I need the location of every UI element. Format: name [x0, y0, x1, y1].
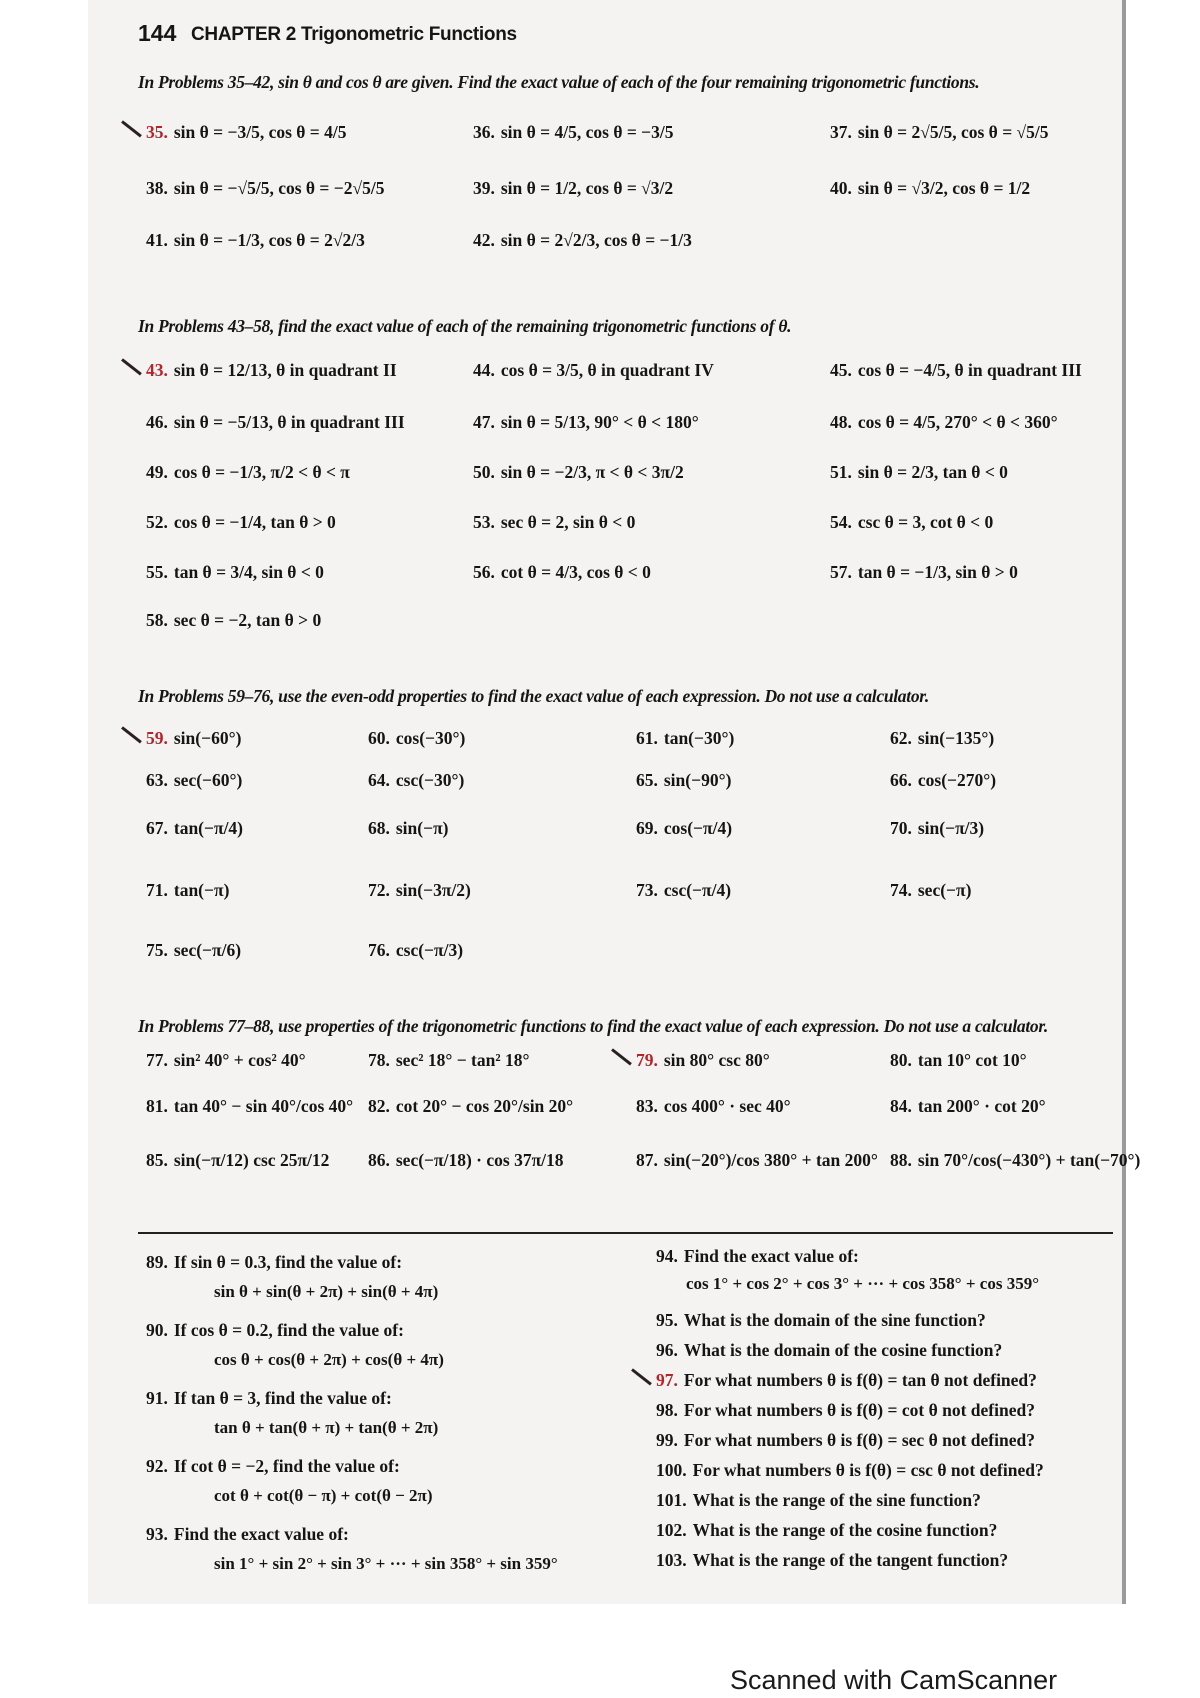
- problem-number: 37.: [830, 122, 852, 142]
- problem-item: [656, 1400, 1035, 1421]
- problem-text: sin θ = 2√5/5, cos θ = √5/5: [857, 122, 1049, 142]
- problem-text: cos(−30°): [395, 728, 466, 748]
- problem-number: 98.: [656, 1400, 678, 1420]
- problem-text: sin(−π/12) csc 25π/12: [173, 1150, 330, 1170]
- problem-item: [146, 360, 397, 381]
- problem-number: 99.: [656, 1430, 678, 1450]
- page-edge: [1122, 0, 1126, 1604]
- problem-text: sec θ = 2, sin θ < 0: [500, 512, 636, 532]
- problem-number: 94.: [656, 1246, 678, 1266]
- problem-expression: cos θ + cos(θ + 2π) + cos(θ + 4π): [214, 1350, 444, 1369]
- problem-item: [473, 178, 673, 199]
- problem-number: 50.: [473, 462, 495, 482]
- problem-number: 67.: [146, 818, 168, 838]
- problem-text: If cos θ = 0.2, find the value of:: [173, 1320, 404, 1340]
- problem-text: cos θ = 4/5, 270° < θ < 360°: [857, 412, 1058, 432]
- problem-item: [830, 178, 1030, 199]
- problem-expression: tan θ + tan(θ + π) + tan(θ + 2π): [214, 1418, 439, 1437]
- problem-text: For what numbers θ is f(θ) = sec θ not defined?: [683, 1430, 1035, 1450]
- problem-text: sec(−π/6): [173, 940, 242, 960]
- problem-item: [473, 512, 635, 533]
- problem-item: [830, 360, 1082, 381]
- problem-item: [473, 412, 699, 433]
- problem-number: 101.: [656, 1490, 687, 1510]
- problem-item: [656, 1310, 986, 1331]
- problem-item: [636, 770, 731, 791]
- problem-text: csc(−π/4): [663, 880, 732, 900]
- problem-text: sin θ = −5/13, θ in quadrant III: [173, 412, 405, 432]
- problem-item: [890, 728, 994, 749]
- problem-text: sin θ = 1/2, cos θ = √3/2: [500, 178, 674, 198]
- problem-number: 100.: [656, 1460, 687, 1480]
- problem-number: 39.: [473, 178, 495, 198]
- problem-text: sec² 18° − tan² 18°: [395, 1050, 530, 1070]
- chapter-title: CHAPTER 2 Trigonometric Functions: [191, 24, 517, 45]
- problem-item: [656, 1490, 981, 1511]
- problem-text: If sin θ = 0.3, find the value of:: [173, 1252, 403, 1272]
- problem-text: Find the exact value of:: [683, 1246, 859, 1266]
- problem-text: sin(−60°): [173, 728, 242, 748]
- problem-text: What is the range of the cosine function?: [692, 1520, 998, 1540]
- problem-item: [656, 1246, 859, 1267]
- problem-number: 91.: [146, 1388, 168, 1408]
- problem-number: 62.: [890, 728, 912, 748]
- problem-number: 61.: [636, 728, 658, 748]
- problem-text: sin(−π): [395, 818, 449, 838]
- problem-text: For what numbers θ is f(θ) = tan θ not defined?: [683, 1370, 1037, 1390]
- problem-item: [830, 462, 1008, 483]
- problem-number: 102.: [656, 1520, 687, 1540]
- problem-item: [656, 1520, 997, 1541]
- problem-text: csc θ = 3, cot θ < 0: [857, 512, 994, 532]
- problem-text: cos θ = 3/5, θ in quadrant IV: [500, 360, 714, 380]
- problem-text: sin θ = −3/5, cos θ = 4/5: [173, 122, 347, 142]
- problem-item: [473, 230, 692, 251]
- problem-number: 93.: [146, 1524, 168, 1544]
- problem-number: 63.: [146, 770, 168, 790]
- problem-item: [656, 1550, 1008, 1571]
- problem-number: 86.: [368, 1150, 390, 1170]
- problem-text: What is the range of the tangent function?: [692, 1550, 1009, 1570]
- problem-item: [146, 462, 350, 483]
- problem-text: sin θ = 5/13, 90° < θ < 180°: [500, 412, 699, 432]
- problem-number: 41.: [146, 230, 168, 250]
- problem-number: 40.: [830, 178, 852, 198]
- problem-text: tan(−π): [173, 880, 230, 900]
- problem-number: 76.: [368, 940, 390, 960]
- problem-item: [368, 728, 465, 749]
- problem-item: [146, 1456, 400, 1477]
- problem-number: 83.: [636, 1096, 658, 1116]
- problem-item: [146, 512, 336, 533]
- problem-item: [368, 1096, 573, 1117]
- problem-text: sin θ = −√5/5, cos θ = −2√5/5: [173, 178, 385, 198]
- problem-number: 42.: [473, 230, 495, 250]
- problem-number: 38.: [146, 178, 168, 198]
- problem-item: [890, 1096, 1046, 1117]
- problem-text: sec(−60°): [173, 770, 243, 790]
- problem-number: 43.: [146, 360, 168, 380]
- problem-expression: sin θ + sin(θ + 2π) + sin(θ + 4π): [214, 1282, 439, 1301]
- problem-item: [890, 818, 984, 839]
- problem-number: 55.: [146, 562, 168, 582]
- section-instruction: In Problems 35–42, sin θ and cos θ are given. Find the exact value of each of the four remaining trigonometric functions.: [138, 72, 980, 92]
- problem-text: sin θ = 12/13, θ in quadrant II: [173, 360, 397, 380]
- problem-text: For what numbers θ is f(θ) = csc θ not defined?: [692, 1460, 1044, 1480]
- problem-text: cos θ = −1/3, π/2 < θ < π: [173, 462, 350, 482]
- problem-text: sin θ = −2/3, π < θ < 3π/2: [500, 462, 684, 482]
- problem-number: 71.: [146, 880, 168, 900]
- page-number: 144: [138, 20, 177, 46]
- problem-item: [146, 610, 321, 631]
- problem-text: If cot θ = −2, find the value of:: [173, 1456, 400, 1476]
- problem-number: 74.: [890, 880, 912, 900]
- problem-text: sin(−135°): [917, 728, 995, 748]
- problem-number: 78.: [368, 1050, 390, 1070]
- problem-number: 70.: [890, 818, 912, 838]
- problem-item: [146, 1050, 306, 1071]
- problem-item: [830, 412, 1058, 433]
- problem-number: 46.: [146, 412, 168, 432]
- problem-item: [146, 562, 324, 583]
- problem-number: 36.: [473, 122, 495, 142]
- problem-text: sin θ = −1/3, cos θ = 2√2/3: [173, 230, 365, 250]
- problem-text: tan θ = 3/4, sin θ < 0: [173, 562, 324, 582]
- scanner-watermark: Scanned with CamScanner: [730, 1665, 1058, 1695]
- problem-item: [146, 178, 384, 199]
- problem-item: [368, 1050, 530, 1071]
- problem-text: sec θ = −2, tan θ > 0: [173, 610, 322, 630]
- problem-number: 92.: [146, 1456, 168, 1476]
- problem-number: 47.: [473, 412, 495, 432]
- problem-number: 48.: [830, 412, 852, 432]
- problem-number: 44.: [473, 360, 495, 380]
- problem-text: tan θ = −1/3, sin θ > 0: [857, 562, 1018, 582]
- problem-text: cot θ = 4/3, cos θ < 0: [500, 562, 651, 582]
- problem-expression: cos 1° + cos 2° + cos 3° + ··· + cos 358° + cos 359°: [686, 1274, 1039, 1293]
- problem-text: sin 80° csc 80°: [663, 1050, 770, 1070]
- problem-item: [656, 1430, 1035, 1451]
- problem-item: [368, 770, 464, 791]
- problem-text: cos θ = −1/4, tan θ > 0: [173, 512, 336, 532]
- problem-number: 96.: [656, 1340, 678, 1360]
- problem-text: sin θ = 2√2/3, cos θ = −1/3: [500, 230, 692, 250]
- problem-item: [656, 1340, 1002, 1361]
- section-instruction: In Problems 43–58, find the exact value of each of the remaining trigonometric functions of θ.: [138, 316, 792, 336]
- problem-item: [146, 230, 365, 251]
- problem-item: [146, 1150, 329, 1171]
- problem-item: [830, 122, 1049, 143]
- problem-item: [656, 1460, 1044, 1481]
- problem-number: 66.: [890, 770, 912, 790]
- problem-item: [473, 462, 684, 483]
- problem-item: [890, 1050, 1027, 1071]
- problem-text: What is the range of the sine function?: [692, 1490, 981, 1510]
- section-instruction: In Problems 77–88, use properties of the trigonometric functions to find the exact value of each expression. Do not use a calculator.: [138, 1016, 1048, 1036]
- problem-text: sin θ = 4/5, cos θ = −3/5: [500, 122, 674, 142]
- problem-number: 79.: [636, 1050, 658, 1070]
- problem-text: cot 20° − cos 20°/sin 20°: [395, 1096, 574, 1116]
- problem-number: 45.: [830, 360, 852, 380]
- problem-number: 88.: [890, 1150, 912, 1170]
- problem-text: tan(−30°): [663, 728, 735, 748]
- problem-expression: sin 1° + sin 2° + sin 3° + ··· + sin 358° + sin 359°: [214, 1554, 558, 1573]
- problem-item: [146, 412, 405, 433]
- problem-expression: cot θ + cot(θ − π) + cot(θ − 2π): [214, 1486, 433, 1505]
- problem-text: Find the exact value of:: [173, 1524, 349, 1544]
- problem-item: [636, 880, 731, 901]
- problem-item: [636, 818, 732, 839]
- problem-item: [146, 1096, 353, 1117]
- problem-text: csc(−π/3): [395, 940, 464, 960]
- problem-number: 64.: [368, 770, 390, 790]
- problem-item: [146, 880, 229, 901]
- problem-number: 68.: [368, 818, 390, 838]
- problem-number: 56.: [473, 562, 495, 582]
- problem-number: 97.: [656, 1370, 678, 1390]
- problem-text: sin(−3π/2): [395, 880, 471, 900]
- problem-number: 81.: [146, 1096, 168, 1116]
- problem-item: [473, 122, 674, 143]
- problem-number: 72.: [368, 880, 390, 900]
- problem-text: sin(−π/3): [917, 818, 985, 838]
- problem-number: 90.: [146, 1320, 168, 1340]
- problem-number: 59.: [146, 728, 168, 748]
- problem-number: 84.: [890, 1096, 912, 1116]
- problem-item: [146, 728, 241, 749]
- problem-text: sin(−20°)/cos 380° + tan 200°: [663, 1150, 878, 1170]
- problem-item: [473, 360, 714, 381]
- problem-text: If tan θ = 3, find the value of:: [173, 1388, 392, 1408]
- problem-text: What is the domain of the sine function?: [683, 1310, 986, 1330]
- problem-text: For what numbers θ is f(θ) = cot θ not defined?: [683, 1400, 1035, 1420]
- problem-number: 103.: [656, 1550, 687, 1570]
- problem-item: [636, 1096, 791, 1117]
- problem-item: [368, 940, 463, 961]
- problem-text: tan(−π/4): [173, 818, 244, 838]
- problem-number: 87.: [636, 1150, 658, 1170]
- problem-text: sin 70°/cos(−430°) + tan(−70°): [917, 1150, 1141, 1170]
- problem-text: sin θ = √3/2, cos θ = 1/2: [857, 178, 1031, 198]
- problem-item: [146, 1252, 402, 1273]
- problem-item: [830, 512, 993, 533]
- problem-number: 54.: [830, 512, 852, 532]
- problem-text: sec(−π): [917, 880, 972, 900]
- problem-text: sec(−π/18) · cos 37π/18: [395, 1150, 564, 1170]
- problem-number: 52.: [146, 512, 168, 532]
- problem-item: [636, 728, 734, 749]
- problem-number: 77.: [146, 1050, 168, 1070]
- problem-text: tan 200° · cot 20°: [917, 1096, 1046, 1116]
- problem-item: [636, 1050, 770, 1071]
- problem-item: [473, 562, 651, 583]
- problem-number: 65.: [636, 770, 658, 790]
- problem-number: 60.: [368, 728, 390, 748]
- problem-text: cos 400° · sec 40°: [663, 1096, 791, 1116]
- problem-text: tan 40° − sin 40°/cos 40°: [173, 1096, 354, 1116]
- problem-number: 95.: [656, 1310, 678, 1330]
- problem-number: 75.: [146, 940, 168, 960]
- problem-number: 69.: [636, 818, 658, 838]
- problem-item: [830, 562, 1018, 583]
- problem-number: 73.: [636, 880, 658, 900]
- problem-text: sin² 40° + cos² 40°: [173, 1050, 306, 1070]
- problem-item: [146, 770, 242, 791]
- problem-item: [368, 880, 471, 901]
- problem-number: 80.: [890, 1050, 912, 1070]
- section-divider: [138, 1232, 1113, 1234]
- problem-item: [146, 940, 241, 961]
- problem-number: 53.: [473, 512, 495, 532]
- problem-text: sin θ = 2/3, tan θ < 0: [857, 462, 1008, 482]
- section-instruction: In Problems 59–76, use the even-odd properties to find the exact value of each expression. Do not use a calculator.: [138, 686, 929, 706]
- problem-item: [368, 1150, 564, 1171]
- problem-item: [368, 818, 449, 839]
- problem-item: [146, 122, 347, 143]
- problem-number: 58.: [146, 610, 168, 630]
- problem-item: [890, 770, 996, 791]
- problem-text: sin(−90°): [663, 770, 732, 790]
- problem-item: [656, 1370, 1037, 1391]
- problem-number: 85.: [146, 1150, 168, 1170]
- problem-item: [146, 818, 243, 839]
- problem-number: 51.: [830, 462, 852, 482]
- problem-number: 82.: [368, 1096, 390, 1116]
- problem-item: [890, 1150, 1140, 1171]
- problem-text: cos θ = −4/5, θ in quadrant III: [857, 360, 1082, 380]
- problem-item: [146, 1524, 349, 1545]
- problem-text: csc(−30°): [395, 770, 465, 790]
- problem-text: What is the domain of the cosine function?: [683, 1340, 1003, 1360]
- problem-item: [636, 1150, 878, 1171]
- problem-item: [890, 880, 971, 901]
- problem-item: [146, 1388, 392, 1409]
- problem-number: 57.: [830, 562, 852, 582]
- problem-text: tan 10° cot 10°: [917, 1050, 1027, 1070]
- problem-text: cos(−270°): [917, 770, 997, 790]
- problem-number: 35.: [146, 122, 168, 142]
- problem-text: cos(−π/4): [663, 818, 733, 838]
- problem-number: 49.: [146, 462, 168, 482]
- problem-number: 89.: [146, 1252, 168, 1272]
- problem-item: [146, 1320, 404, 1341]
